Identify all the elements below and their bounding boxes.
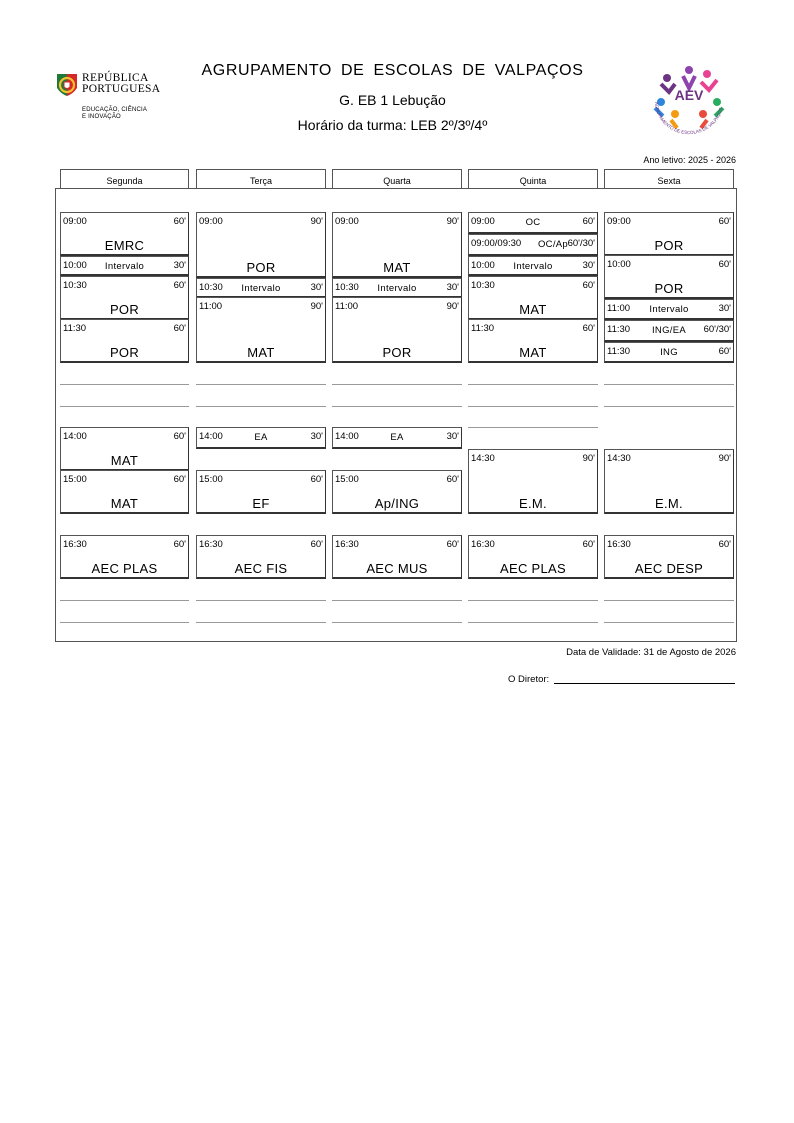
lesson-time: 15:00 [199, 474, 223, 485]
lesson-duration: 60' [310, 539, 323, 550]
lesson-time: 15:00 [63, 474, 87, 485]
break-block [196, 278, 326, 298]
lesson-block [332, 535, 462, 579]
lesson-time: 14:00 [335, 431, 359, 442]
lesson-duration: 90' [446, 301, 459, 312]
signature-line [554, 683, 735, 684]
lesson-duration: 60' [446, 474, 459, 485]
lesson-subject: AEC FIS [234, 561, 288, 576]
lesson-time: 11:30 [607, 346, 631, 357]
lesson-subject: POR [382, 345, 412, 360]
aev-text: AEV [674, 87, 704, 103]
lesson-subject: Ap/ING [374, 496, 420, 511]
lesson-time: 09:00 [63, 216, 87, 227]
lesson-block [60, 470, 189, 514]
guide-line [60, 384, 189, 385]
lesson-subject: POR [246, 260, 276, 275]
lesson-block [60, 212, 189, 256]
lesson-subject: OC [525, 217, 541, 228]
day-header-sexta: Sexta [604, 169, 734, 189]
lesson-duration: 60' [173, 539, 186, 550]
guide-line [604, 600, 734, 601]
guide-line [196, 384, 326, 385]
school-title: AGRUPAMENTO DE ESCOLAS DE VALPAÇOS [201, 62, 584, 79]
lesson-duration: 60' [718, 259, 731, 270]
lesson-subject: AEC MUS [366, 561, 428, 576]
lesson-block [196, 470, 326, 514]
lesson-subject: E.M. [519, 496, 547, 511]
lesson-subject: AEC PLAS [500, 561, 566, 576]
lesson-duration: 60' [173, 474, 186, 485]
lesson-time: 14:00 [199, 431, 223, 442]
lesson-time: 10:30 [199, 282, 223, 293]
guide-line [332, 600, 462, 601]
director-label: O Diretor: [508, 674, 550, 685]
guide-line [196, 622, 326, 623]
lesson-subject: MAT [110, 453, 139, 468]
lesson-subject: MAT [519, 345, 547, 360]
lesson-duration: 60' [718, 216, 731, 227]
lesson-duration: 60'/30' [703, 324, 731, 335]
lesson-duration: 30' [310, 282, 323, 293]
guide-line [468, 427, 598, 428]
lesson-time: 11:00 [335, 301, 359, 312]
lesson-time: 10:30 [335, 282, 359, 293]
lesson-block [604, 535, 734, 579]
lesson-duration: 60' [173, 323, 186, 334]
lesson-subject: Intervalo [513, 261, 553, 272]
guide-line [60, 600, 189, 601]
school-unit: G. EB 1 Lebução [339, 92, 446, 108]
lesson-time: 11:00 [199, 301, 223, 312]
lesson-subject: Intervalo [649, 304, 689, 315]
lesson-subject: ING/EA [651, 325, 686, 336]
lesson-block [60, 276, 189, 320]
day-header-quarta: Quarta [332, 169, 462, 189]
lesson-time: 11:30 [471, 323, 495, 334]
lesson-subject: MAT [519, 302, 547, 317]
guide-line [332, 622, 462, 623]
guide-line [604, 384, 734, 385]
lesson-time: 16:30 [335, 539, 359, 550]
lesson-block [332, 470, 462, 514]
lesson-subject: OC/Ap [537, 239, 568, 250]
lesson-subject: Intervalo [377, 283, 417, 294]
lesson-subject: MAT [383, 260, 411, 275]
lesson-duration: 60' [446, 539, 459, 550]
lesson-block [196, 212, 326, 278]
guide-line [604, 406, 734, 407]
lesson-duration: 30' [582, 260, 595, 271]
lesson-duration: 60' [718, 346, 731, 357]
lesson-block [604, 320, 734, 342]
lesson-block [468, 319, 598, 363]
lesson-subject: POR [654, 281, 684, 296]
guide-line [468, 384, 598, 385]
lesson-subject: EA [254, 432, 268, 443]
break-block [60, 256, 189, 276]
guide-line [468, 406, 598, 407]
day-header-quinta: Quinta [468, 169, 598, 189]
class-title: Horário da turma: LEB 2º/3º/4º [297, 117, 488, 133]
lesson-block [332, 427, 462, 449]
lesson-block [604, 212, 734, 256]
lesson-block [60, 427, 189, 471]
lesson-time: 10:00 [607, 259, 631, 270]
lesson-time: 16:30 [63, 539, 87, 550]
coat-of-arms-icon [55, 72, 79, 104]
lesson-time: 10:30 [471, 280, 495, 291]
lesson-block [196, 297, 326, 363]
lesson-time: 14:00 [63, 431, 87, 442]
lesson-block [468, 212, 598, 234]
lesson-duration: 60' [718, 539, 731, 550]
day-header-segunda: Segunda [60, 169, 189, 189]
lesson-block [604, 449, 734, 514]
break-block [332, 278, 462, 298]
lesson-duration: 60' [582, 323, 595, 334]
lesson-time: 09:00 [471, 216, 495, 227]
lesson-subject: AEC DESP [634, 561, 704, 576]
lesson-subject: Intervalo [104, 261, 145, 272]
lesson-duration: 60' [582, 216, 595, 227]
lesson-duration: 60' [310, 474, 323, 485]
lesson-time: 11:00 [607, 303, 631, 314]
lesson-duration: 30' [446, 282, 459, 293]
lesson-subject: POR [109, 345, 140, 360]
lesson-time: 16:30 [199, 539, 223, 550]
lesson-block [468, 535, 598, 579]
lesson-block [60, 535, 189, 579]
lesson-duration: 60'/30' [567, 238, 595, 249]
break-block [468, 256, 598, 276]
aev-logo [645, 58, 733, 142]
lesson-subject: AEC PLAS [91, 561, 158, 576]
lesson-block [196, 535, 326, 579]
lesson-subject: EMRC [104, 238, 145, 253]
validity-date: Data de Validade: 31 de Agosto de 2026 [566, 647, 736, 658]
lesson-duration: 60' [582, 280, 595, 291]
lesson-duration: 60' [582, 539, 595, 550]
guide-line [604, 622, 734, 623]
lesson-subject: POR [654, 238, 684, 253]
lesson-time: 15:00 [335, 474, 359, 485]
guide-line [60, 622, 189, 623]
lesson-time: 09:00 [335, 216, 359, 227]
guide-line [60, 406, 189, 407]
lesson-block [60, 319, 189, 363]
lesson-duration: 60' [173, 431, 186, 442]
aev-ring-text: AGRUPAMENTO DE ESCOLAS DE VALPAÇOS [653, 101, 724, 136]
lesson-duration: 90' [582, 453, 595, 464]
guide-line [332, 384, 462, 385]
logo-ministry: EDUCAÇÃO, CIÊNCIA E INOVAÇÃO [82, 107, 148, 120]
lesson-subject: E.M. [655, 496, 683, 511]
lesson-block [604, 255, 734, 299]
lesson-time: 14:30 [607, 453, 631, 464]
guide-line [468, 600, 598, 601]
lesson-subject: MAT [247, 345, 275, 360]
school-year: Ano letivo: 2025 - 2026 [643, 155, 736, 165]
lesson-block [468, 276, 598, 320]
lesson-subject: EF [252, 496, 270, 511]
guide-line [196, 600, 326, 601]
lesson-time: 11:30 [607, 324, 631, 335]
lesson-block [604, 342, 734, 363]
lesson-block [196, 427, 326, 449]
lesson-subject: POR [109, 302, 140, 317]
lesson-duration: 60' [173, 216, 186, 227]
lesson-block [468, 449, 598, 514]
lesson-subject: MAT [110, 496, 139, 511]
lesson-block [332, 212, 462, 278]
lesson-time: 09:00 [607, 216, 631, 227]
lesson-subject: EA [390, 432, 404, 443]
lesson-duration: 60' [173, 280, 186, 291]
lesson-time: 09:00 [199, 216, 223, 227]
lesson-time: 11:30 [63, 323, 87, 334]
lesson-duration: 90' [310, 216, 323, 227]
lesson-time: 10:30 [63, 280, 87, 291]
lesson-duration: 90' [446, 216, 459, 227]
lesson-subject: Intervalo [241, 283, 281, 294]
guide-line [468, 622, 598, 623]
logo-title: REPÚBLICA PORTUGUESA [82, 72, 161, 95]
lesson-subject: ING [660, 347, 678, 358]
lesson-time: 16:30 [471, 539, 495, 550]
guide-line [196, 406, 326, 407]
republica-portuguesa-logo [55, 72, 165, 122]
lesson-time: 09:00/09:30 [471, 238, 522, 249]
lesson-duration: 30' [718, 303, 731, 314]
lesson-duration: 90' [718, 453, 731, 464]
day-header-terca: Terça [196, 169, 326, 189]
aev-people-icon [645, 58, 733, 142]
lesson-duration: 30' [173, 260, 186, 271]
lesson-duration: 90' [310, 301, 323, 312]
lesson-time: 16:30 [607, 539, 631, 550]
lesson-time: 14:30 [471, 453, 495, 464]
break-block [604, 299, 734, 320]
lesson-block [332, 297, 462, 363]
lesson-duration: 30' [310, 431, 323, 442]
lesson-time: 10:00 [471, 260, 495, 271]
guide-line [332, 406, 462, 407]
lesson-time: 10:00 [63, 260, 87, 271]
lesson-block [468, 234, 598, 256]
lesson-duration: 30' [446, 431, 459, 442]
